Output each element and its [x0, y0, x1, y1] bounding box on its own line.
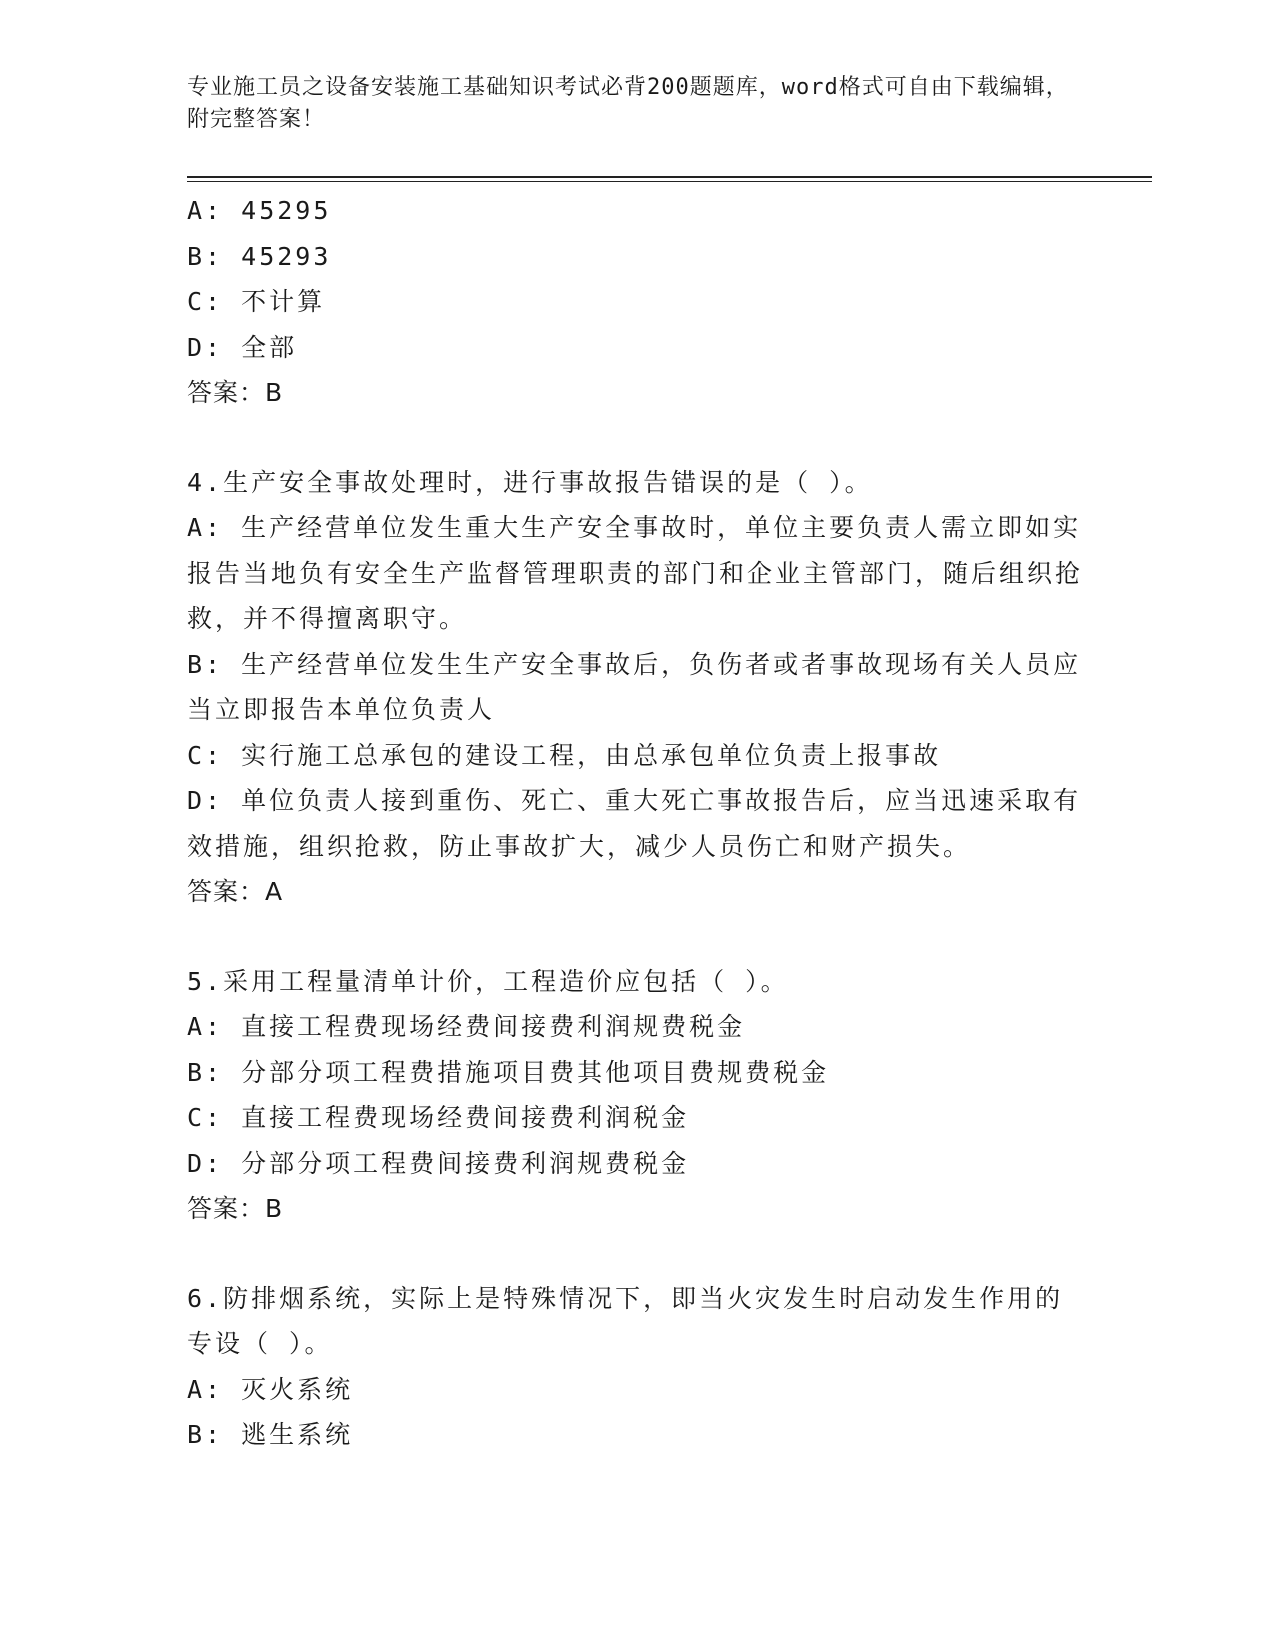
- option-b: B: 45293: [187, 241, 332, 271]
- option-b: B: 逃生系统: [187, 1420, 354, 1449]
- question-stem: 4.生产安全事故处理时，进行事故报告错误的是（ ）。: [187, 467, 873, 497]
- option-c: C: 直接工程费现场经费间接费利润税金: [187, 1103, 690, 1132]
- question-5: [187, 959, 1087, 1232]
- option-a: A: 45295: [187, 196, 332, 225]
- question-3-continued: [187, 188, 1087, 416]
- question-stem: 5.采用工程量清单计价，工程造价应包括（ ）。: [187, 966, 789, 996]
- document-title: 专业施工员之设备安装施工基础知识考试必背200题题库，word格式可自由下载编辑，附完整答案！: [187, 75, 1069, 132]
- question-list: [187, 188, 1087, 1458]
- option-c: C: 不计算: [187, 287, 326, 316]
- option-a: A: 直接工程费现场经费间接费利润规费税金: [187, 1012, 746, 1041]
- header-divider: [187, 176, 1152, 178]
- header-divider-thin: [187, 181, 1152, 182]
- answer: 答案：B: [187, 1194, 284, 1223]
- option-d: D: 全部: [187, 332, 298, 362]
- question-stem: 6.防排烟系统，实际上是特殊情况下，即当火灾发生时启动发生作用的专设（ ）。: [187, 1283, 1064, 1358]
- option-c: C: 实行施工总承包的建设工程，由总承包单位负责上报事故: [187, 740, 942, 770]
- question-6: [187, 1276, 1087, 1458]
- option-a: A: 灭火系统: [187, 1374, 354, 1404]
- option-d: D: 单位负责人接到重伤、死亡、重大死亡事故报告后，应当迅速采取有效措施，组织抢救，防止事故扩大，减少人员伤亡和财产损失。: [187, 786, 1082, 861]
- answer: 答案：A: [187, 877, 284, 906]
- option-a: A: 生产经营单位发生重大生产安全事故时，单位主要负责人需立即如实报告当地负有安全生产监督管理职责的部门和企业主管部门，随后组织抢救，并不得擅离职守。: [187, 513, 1084, 633]
- option-d: D: 分部分项工程费间接费利润规费税金: [187, 1148, 690, 1178]
- answer: 答案：B: [187, 378, 284, 407]
- option-b: B: 分部分项工程费措施项目费其他项目费规费税金: [187, 1057, 830, 1087]
- option-b: B: 生产经营单位发生生产安全事故后，负伤者或者事故现场有关人员应当立即报告本单位负责人: [187, 649, 1082, 724]
- question-4: [187, 460, 1087, 915]
- document-header: [187, 72, 1087, 136]
